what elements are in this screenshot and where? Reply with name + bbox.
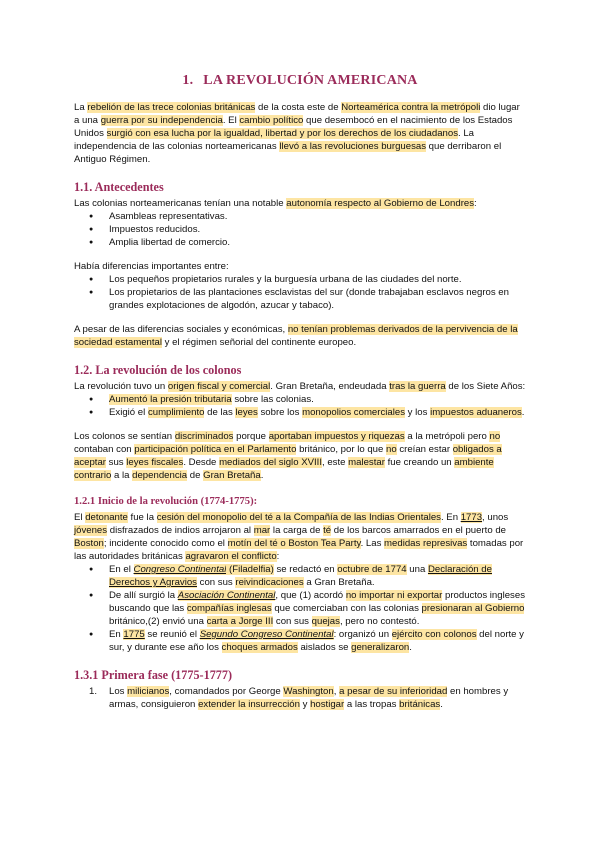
text-run: .	[440, 699, 443, 710]
highlighted-text: Asociación Continental	[177, 590, 276, 601]
antecedentes-list	[74, 210, 526, 249]
highlighted-text: aportaban impuestos y riquezas	[268, 431, 405, 442]
highlighted-text: motín del té o Boston Tea Party	[227, 538, 361, 549]
text-run: . Desde	[183, 457, 220, 468]
antecedentes-paragraph	[74, 197, 526, 210]
primera-fase-list	[74, 685, 526, 711]
diferencias-list	[74, 273, 526, 312]
highlighted-text: quejas	[311, 616, 340, 627]
text-run: Las colonias norteamericanas tenían una notable	[74, 198, 287, 209]
text-run: del norte y sur, y durante ese año los	[109, 629, 524, 653]
text-run: a la	[111, 470, 133, 481]
text-run: en hombres y armas, consiguieron	[109, 686, 509, 710]
highlighted-text: ambiente contrario	[74, 457, 494, 481]
highlighted-text: Congreso Continental	[133, 564, 227, 575]
text-run: Había diferencias importantes entre:	[74, 261, 229, 272]
highlighted-text: malestar	[348, 457, 385, 468]
text-run: Los colonos se sentían	[74, 431, 175, 442]
highlighted-text: a pesar de su inferioridad	[339, 686, 448, 697]
highlighted-text: medidas represivas	[384, 538, 468, 549]
text-run: a la metrópoli pero	[404, 431, 490, 442]
list-item	[109, 406, 526, 419]
text-run: . En	[440, 512, 461, 523]
text-run: británico, por lo que	[296, 444, 387, 455]
revolucion-list	[74, 393, 526, 419]
list-item	[109, 393, 526, 406]
text-run: que comerciaban con las colonias	[271, 603, 422, 614]
text-run: la carga de	[270, 525, 324, 536]
highlighted-text: Norteamérica contra la metrópoli	[341, 102, 481, 113]
diferencias-paragraph	[74, 260, 526, 273]
highlighted-text: leyes fiscales	[126, 457, 184, 468]
text-run: que desembocó en el nacimiento de los Estados Unidos	[74, 115, 513, 139]
highlighted-text: cesión del monopolio del té a la Compañía de las Indias Orientales	[156, 512, 441, 523]
list-item: ● Los propietarios de las plantaciones esclavistas del sur (donde trabajaban esclavos negros en grandes explotaciones de algodón, azucar y tabaco).	[109, 286, 526, 312]
text-run: creían estar	[396, 444, 453, 455]
document-title	[74, 74, 526, 87]
text-run: dio lugar a una	[74, 102, 520, 126]
highlighted-text: surgió con esa lucha por la igualdad, libertad y por los derechos de los ciudadanos	[106, 128, 458, 139]
text-run: sus	[106, 457, 127, 468]
text-run: fue creando un	[384, 457, 455, 468]
text-run: y los	[405, 407, 431, 418]
text-run: a las tropas	[344, 699, 400, 710]
highlighted-text: mediados del siglo XVIII	[219, 457, 322, 468]
text-run: de la costa este de	[255, 102, 342, 113]
text-run: La	[74, 102, 88, 113]
highlighted-text: no tenían problemas derivados de la pervivencia de la sociedad estamental	[74, 324, 518, 348]
text-run: .	[521, 407, 525, 418]
text-run: A pesar de las diferencias sociales y económicas,	[74, 324, 288, 335]
highlighted-text: generalizaron	[351, 642, 410, 653]
section-heading-inicio-revolucion: 1.2.1 Inicio de la revolución (1774-1775):	[74, 496, 258, 507]
highlighted-text: hostigar	[310, 699, 345, 710]
detonante-paragraph	[74, 511, 526, 563]
text-run: productos ingleses buscando que las	[109, 590, 525, 614]
text-run: ; incidente conocido como el	[103, 538, 228, 549]
colonos-paragraph	[74, 430, 526, 482]
text-run: En el	[109, 564, 134, 575]
highlighted-text: (Filadelfia)	[226, 564, 274, 575]
highlighted-text: autonomía respecto al Gobierno de Londres	[286, 198, 475, 209]
title-number: 1.	[182, 73, 194, 88]
text-run: de las	[204, 407, 236, 418]
text-run: :	[276, 551, 280, 562]
highlighted-text: origen fiscal y comercial	[167, 381, 271, 392]
list-item	[109, 589, 526, 628]
text-run: ,	[333, 686, 340, 697]
text-run: , este	[322, 457, 349, 468]
highlighted-text: dependencia	[132, 470, 188, 481]
text-run: fue la	[127, 512, 157, 523]
highlighted-text: tras la guerra	[389, 381, 446, 392]
text-run: británico,(2) envió una	[109, 616, 207, 627]
list-item	[109, 563, 526, 589]
highlighted-text: octubre de 1774	[337, 564, 407, 575]
text-run: , comandados por George	[169, 686, 284, 697]
text-run: una	[406, 564, 428, 575]
highlighted-text: té	[323, 525, 332, 536]
list-item: ● Asambleas representativas.	[109, 210, 526, 223]
highlighted-text: monopolios comerciales	[302, 407, 405, 418]
highlighted-text: Boston	[74, 538, 104, 549]
text-run: sobre las colonias.	[231, 394, 314, 405]
highlighted-text: agravaron el conflicto	[185, 551, 277, 562]
text-run: La revolución tuvo un	[74, 381, 168, 392]
list-item	[109, 628, 526, 654]
text-run: .	[260, 470, 264, 481]
highlighted-text: choques armados	[221, 642, 298, 653]
highlighted-text: 1775	[123, 629, 145, 640]
highlighted-text: Aumentó la presión tributaria	[109, 394, 232, 405]
revolucion-paragraph	[74, 380, 526, 393]
highlighted-text: impuestos aduaneros	[430, 407, 522, 418]
text-run: . El	[222, 115, 240, 126]
numbered-item	[109, 685, 526, 711]
highlighted-text: detonante	[85, 512, 128, 523]
intro-paragraph	[74, 101, 526, 166]
list-item: ● Amplia libertad de comercio.	[109, 236, 526, 249]
section-heading-antecedentes: 1.1. Antecedentes	[74, 180, 164, 194]
highlighted-text: reivindicaciones	[235, 577, 304, 588]
highlighted-text: cumplimiento	[147, 407, 205, 418]
highlighted-text: guerra por su independencia	[100, 115, 223, 126]
highlighted-text: británicas	[399, 699, 441, 710]
text-run: de	[187, 470, 204, 481]
text-run: de los Siete Años:	[445, 381, 526, 392]
text-run: porque	[233, 431, 269, 442]
highlighted-text: Gran Bretaña	[203, 470, 261, 481]
highlighted-text: extender la insurrección	[198, 699, 300, 710]
text-run: sobre los	[257, 407, 303, 418]
title-text: LA REVOLUCIÓN AMERICANA	[203, 73, 418, 88]
highlighted-text: Washington	[283, 686, 334, 697]
section-heading-primera-fase: 1.3.1 Primera fase (1775-1777)	[74, 668, 233, 682]
highlighted-text: no importar ni exportar	[345, 590, 443, 601]
text-run: Los	[109, 686, 128, 697]
text-run: . Las	[360, 538, 385, 549]
highlighted-text: carta a Jorge III	[206, 616, 274, 627]
highlighted-text: mar	[253, 525, 271, 536]
highlighted-text: Declaración de Derechos y Agravios	[109, 564, 492, 588]
text-run: que derribaron el Antiguo Régimen.	[74, 141, 502, 165]
highlighted-text: participación política en el Parlamento	[134, 444, 297, 455]
text-run: de los barcos amarrados en el puerto de	[331, 525, 507, 536]
text-run: Exigió el	[109, 407, 148, 418]
highlighted-text: presionaran al Gobierno	[421, 603, 525, 614]
highlighted-text: discriminados	[174, 431, 234, 442]
text-run: se redactó en	[273, 564, 338, 575]
list-item: ● Impuestos reducidos.	[109, 223, 526, 236]
highlighted-text: 1773	[460, 512, 483, 523]
highlighted-text: rebelión de las trece colonias británicas	[87, 102, 256, 113]
text-run: con sus	[273, 616, 312, 627]
text-run: El	[74, 512, 86, 523]
text-run: disfrazados de indios arrojaron al	[107, 525, 254, 536]
text-run: :	[474, 198, 477, 209]
text-run: : organizó un	[333, 629, 392, 640]
text-run: , unos	[482, 512, 509, 523]
text-run: . Gran Bretaña, endeudada	[270, 381, 390, 392]
highlighted-text: leyes	[235, 407, 258, 418]
highlighted-text: llevó a las revoluciones burguesas	[279, 141, 426, 152]
text-run: aislados se	[297, 642, 352, 653]
congreso-list	[74, 563, 526, 654]
text-run: y el régimen señorial del continente europeo.	[162, 337, 357, 348]
text-run: , pero no contestó.	[339, 616, 420, 627]
highlighted-text: jóvenes	[74, 525, 108, 536]
list-item: ● Los pequeños propietarios rurales y la burguesía urbana de las ciudades del norte.	[109, 273, 526, 286]
highlighted-text: milicianos	[127, 686, 170, 697]
text-run: contaban con	[74, 444, 135, 455]
highlighted-text: Segundo Congreso Continental	[199, 629, 334, 640]
highlighted-text: obligados a aceptar	[74, 444, 502, 468]
highlighted-text: no	[386, 444, 397, 455]
text-run: se reunió el	[144, 629, 200, 640]
text-run: tomadas por las autoridades británicas	[74, 538, 524, 562]
text-run: con sus	[196, 577, 236, 588]
text-run: En	[109, 629, 124, 640]
text-run: y	[299, 699, 311, 710]
text-run: De allí surgió la	[109, 590, 178, 601]
text-run: .	[409, 642, 412, 653]
text-run: , que (1) acordó	[275, 590, 346, 601]
pesar-diferencias-paragraph	[74, 323, 526, 349]
highlighted-text: cambio político	[239, 115, 304, 126]
text-run: . La independencia de las colonias norteamericanas	[74, 128, 475, 152]
highlighted-text: no	[489, 431, 501, 442]
section-heading-revolucion-colonos: 1.2. La revolución de los colonos	[74, 363, 242, 377]
text-run: a Gran Bretaña.	[303, 577, 375, 588]
highlighted-text: ejército con colonos	[391, 629, 477, 640]
highlighted-text: compañías inglesas	[186, 603, 272, 614]
